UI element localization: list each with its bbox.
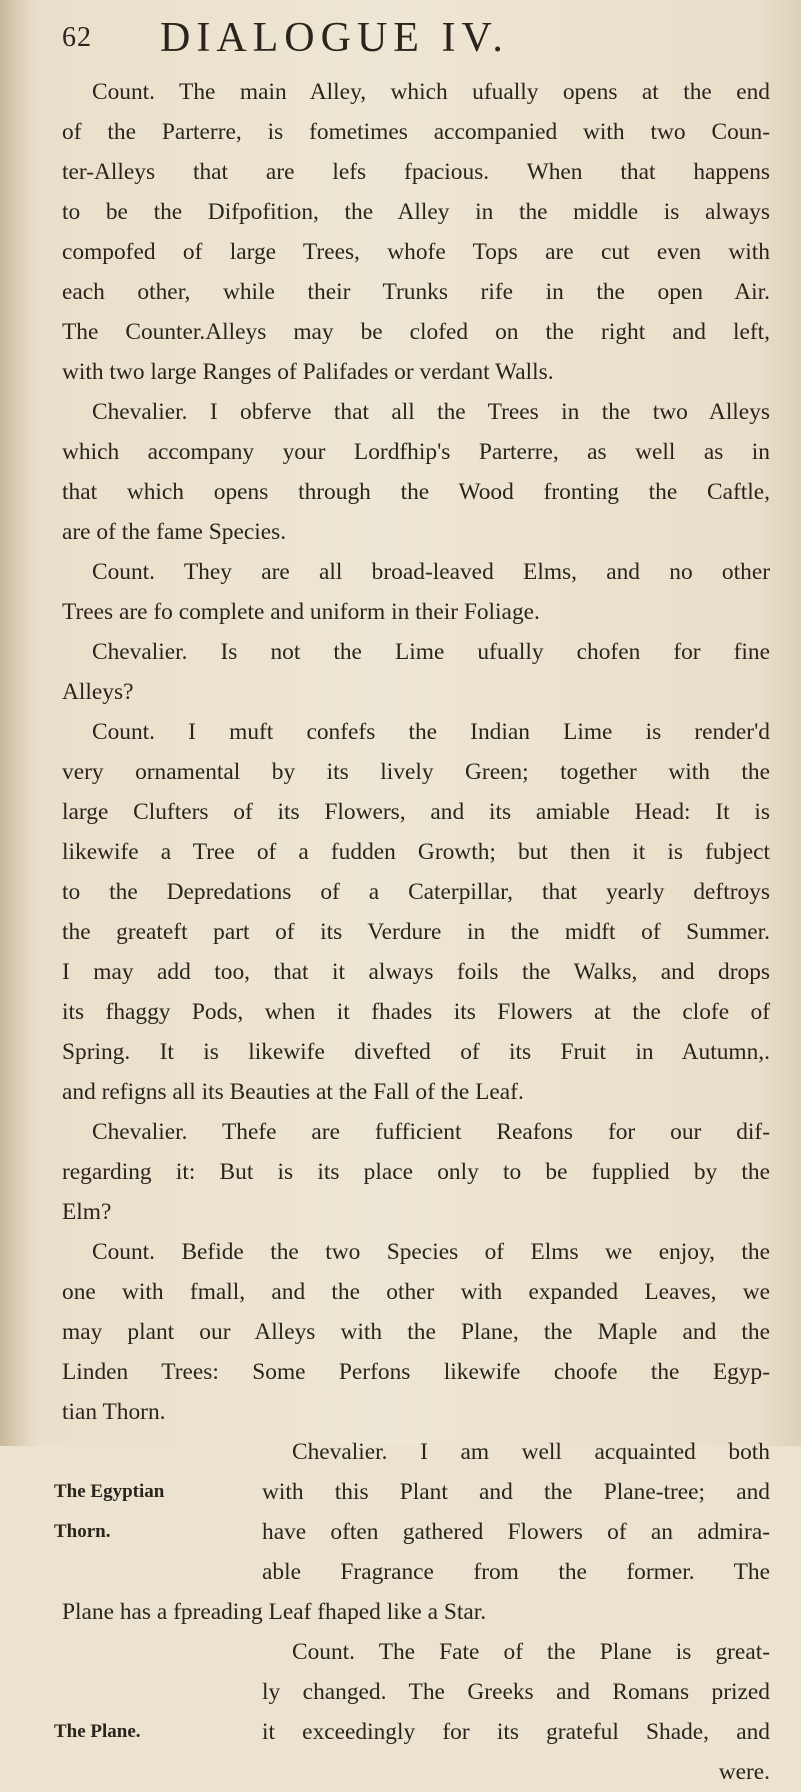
text-line: Plane has a fpreading Leaf fhaped like a Star.	[62, 1599, 487, 1625]
text-line: able Fragrance from the former. The	[262, 1559, 770, 1585]
text-line: Chevalier. Thefe are fufficient Reafons for our dif-	[92, 1119, 770, 1145]
text-line: to the Depredations of a Caterpillar, that yearly deftroys	[62, 879, 770, 905]
text-line: which accompany your Lordfhip's Parterre, as well as in	[62, 439, 770, 465]
text-line: Chevalier. Is not the Lime ufually chofen for fine	[92, 639, 770, 665]
text-line: I may add too, that it always foils the Walks, and drops	[62, 959, 770, 985]
text-line: Count. They are all broad-leaved Elms, and no other	[92, 559, 770, 585]
text-line: one with fmall, and the other with expanded Leaves, we	[62, 1279, 770, 1305]
text-line: Elm?	[62, 1199, 112, 1225]
text-line: of the Parterre, is fometimes accompanied with two Coun-	[62, 119, 770, 145]
text-line: The Counter.Alleys may be clofed on the right and left,	[62, 319, 770, 345]
text-line: that which opens through the Wood fronting the Caftle,	[62, 479, 770, 505]
text-line: Trees are fo complete and uniform in their Foliage.	[62, 599, 540, 625]
text-line: the greateft part of its Verdure in the midft of Summer.	[62, 919, 770, 945]
text-line: Count. I muft confefs the Indian Lime is render'd	[92, 719, 770, 745]
running-head: DIALOGUE IV.	[160, 15, 509, 61]
text-line: large Clufters of its Flowers, and its amiable Head: It is	[62, 799, 770, 825]
text-line: ly changed. The Greeks and Romans prized	[262, 1679, 770, 1705]
text-line: likewife a Tree of a fudden Growth; but then it is fubject	[62, 839, 770, 865]
catchword: were.	[718, 1759, 770, 1785]
text-line: ter-Alleys that are lefs fpacious. When that happens	[62, 159, 770, 185]
text-line: to be the Difpofition, the Alley in the middle is always	[62, 199, 770, 225]
text-line: Count. Befide the two Species of Elms we enjoy, the	[92, 1239, 770, 1265]
text-line: each other, while their Trunks rife in the open Air.	[62, 279, 770, 305]
page-body-text	[54, 72, 770, 1792]
text-line: Count. The main Alley, which ufually opens at the end	[92, 79, 770, 105]
text-line: Spring. It is likewife divefted of its Fruit in Autumn,.	[62, 1039, 770, 1065]
text-line: Count. The Fate of the Plane is great-	[292, 1639, 770, 1665]
page-number: 62	[62, 22, 92, 53]
text-line: it exceedingly for its grateful Shade, and	[262, 1719, 770, 1745]
page-header	[62, 14, 762, 64]
text-line: its fhaggy Pods, when it fhades its Flowers at the clofe of	[62, 999, 770, 1025]
margin-note: Thorn.	[54, 1521, 111, 1542]
text-line: may plant our Alleys with the Plane, the Maple and the	[62, 1319, 770, 1345]
text-line: Linden Trees: Some Perfons likewife choofe the Egyp-	[62, 1359, 770, 1385]
page-gutter-edge	[0, 0, 30, 1446]
text-line: tian Thorn.	[62, 1399, 166, 1425]
text-line: are of the fame Species.	[62, 519, 287, 545]
text-line: compofed of large Trees, whofe Tops are cut even with	[62, 239, 770, 265]
text-line: and refigns all its Beauties at the Fall of the Leaf.	[62, 1079, 524, 1105]
margin-note: The Plane.	[54, 1721, 141, 1742]
text-line: have often gathered Flowers of an admira-	[262, 1519, 770, 1545]
text-line: Chevalier. I obferve that all the Trees in the two Alleys	[92, 399, 770, 425]
text-line: with two large Ranges of Palifades or verdant Walls.	[62, 359, 554, 385]
margin-note: The Egyptian	[54, 1481, 165, 1502]
main-text-block	[62, 72, 770, 1432]
text-line: very ornamental by its lively Green; together with the	[62, 759, 770, 785]
text-line: with this Plant and the Plane-tree; and	[262, 1479, 770, 1505]
text-line: regarding it: But is its place only to be fupplied by the	[62, 1159, 770, 1185]
text-line: Chevalier. I am well acquainted both	[292, 1439, 770, 1465]
text-line: Alleys?	[62, 679, 134, 705]
text-block-with-margin-notes	[54, 1432, 770, 1752]
